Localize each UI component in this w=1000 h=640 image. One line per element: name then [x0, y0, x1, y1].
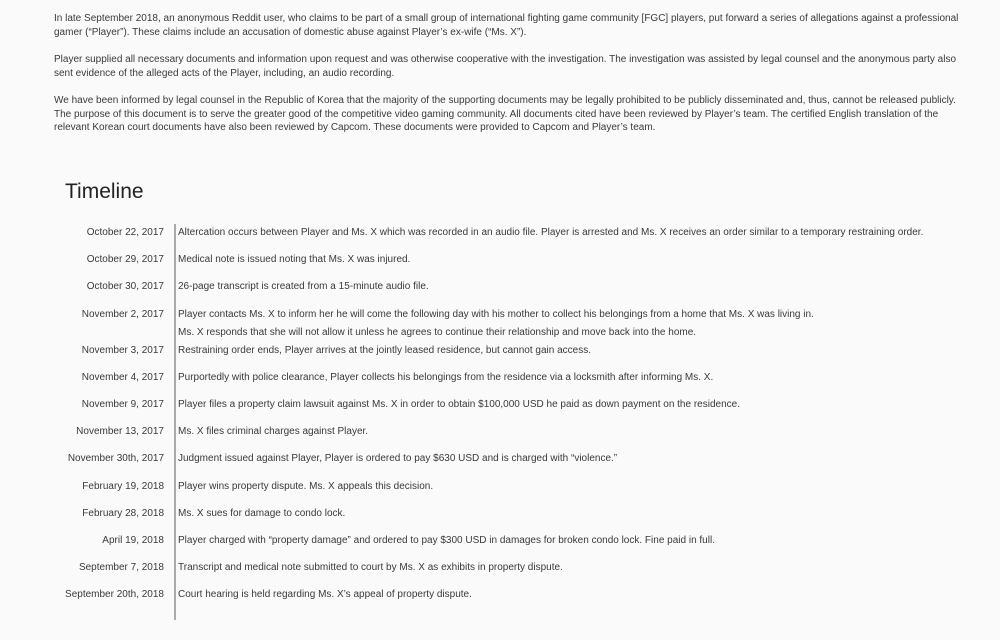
timeline-description-line: Ms. X responds that she will not allow it unless he agrees to continue their relationship and move back into the home. [178, 326, 697, 338]
timeline-row [0, 396, 1000, 423]
timeline-row [0, 450, 1000, 477]
timeline-date: November 4, 2017 [81, 371, 164, 383]
timeline-row [0, 342, 1000, 369]
timeline-date: February 19, 2018 [82, 480, 164, 492]
intro-paragraph-1: In late September 2018, an anonymous Reddit user, who claims to be part of a small group of international fighting game community [FGC] players, put forward a series of allegations against a professional gamer (“Player”). These claims include an accusation of domestic abuse against Player’s ex-wife (“Ms. X”). [54, 13, 959, 38]
timeline-description-line: Player charged with “property damage” and ordered to pay $300 USD in damages for broken condo lock. Fine paid in full. [178, 534, 715, 546]
timeline-row [0, 478, 1000, 505]
timeline-row [0, 532, 1000, 559]
timeline-row [0, 224, 1000, 251]
timeline-row [0, 559, 1000, 586]
timeline-description-line: Player contacts Ms. X to inform her he will come the following day with his mother to collect his belongings from a home that Ms. X was living in. [178, 308, 814, 320]
timeline-description-line: Purportedly with police clearance, Player collects his belongings from the residence via a locksmith after informing Ms. X. [178, 371, 714, 383]
timeline-description [172, 278, 429, 296]
timeline-description [172, 224, 923, 242]
timeline-date: October 29, 2017 [86, 254, 164, 266]
timeline-row [0, 251, 1000, 278]
intro-text [54, 12, 964, 149]
timeline-description [172, 532, 715, 550]
timeline-description [172, 306, 814, 342]
intro-paragraph-2: Player supplied all necessary documents and information upon request and was otherwise cooperative with the investigation. The investigation was assisted by legal counsel and the anonymous party also sent evidence of the alleged acts of the Player, including, an audio recording. [54, 54, 957, 79]
timeline-description-line: Altercation occurs between Player and Ms. X which was recorded in an audio file. Player is arrested and Ms. X receives an order similar to a temporary restraining order. [178, 227, 924, 238]
timeline-date: November 3, 2017 [81, 344, 164, 356]
timeline-description-line: Player files a property claim lawsuit against Ms. X in order to obtain $100,000 USD he paid as down payment on the residence. [178, 398, 740, 410]
timeline-date: October 22, 2017 [86, 227, 164, 238]
timeline-description-line: Court hearing is held regarding Ms. X’s appeal of property dispute. [178, 589, 472, 601]
timeline-row [0, 586, 1000, 613]
timeline-date: November 13, 2017 [76, 426, 164, 438]
timeline-description-line: Ms. X files criminal charges against Player. [178, 426, 369, 438]
timeline-row [0, 505, 1000, 532]
timeline-description-line: 26-page transcript is created from a 15-minute audio file. [178, 281, 429, 293]
intro-paragraph-3: We have been informed by legal counsel in the Republic of Korea that the majority of the supporting documents may be legally prohibited to be publicly disseminated and, thus, cannot be released publicly. The purpose of this document is to serve the greater good of the competitive video gaming community. All documents cited have been reviewed by Player’s team. The certified English translation of the relevant Korean court documents have also been reviewed by Capcom. These documents were provided to Capcom and Player’s team. [54, 95, 956, 133]
timeline-description [172, 342, 591, 360]
timeline-description [172, 478, 433, 496]
timeline-description [172, 396, 740, 414]
timeline-date: November 30th, 2017 [67, 453, 164, 465]
timeline-row [0, 369, 1000, 396]
timeline-date: November 2, 2017 [81, 308, 164, 320]
timeline-date: February 28, 2018 [82, 507, 164, 519]
timeline-description-line: Medical note is issued noting that Ms. X was injured. [178, 254, 411, 266]
timeline-date: November 9, 2017 [81, 398, 164, 410]
timeline-description [172, 369, 713, 387]
timeline-row [0, 306, 1000, 342]
timeline-description [172, 586, 472, 604]
timeline-description [172, 505, 345, 523]
timeline-date: October 30, 2017 [86, 281, 164, 293]
timeline-title: Timeline [65, 180, 144, 203]
timeline-description-line: Ms. X sues for damage to condo lock. [178, 507, 346, 519]
timeline-row [0, 278, 1000, 305]
timeline-description [172, 450, 617, 468]
timeline-description [172, 423, 368, 441]
timeline-row [0, 423, 1000, 450]
timeline-description-line: Transcript and medical note submitted to court by Ms. X as exhibits in property dispute. [178, 562, 563, 574]
timeline-date: September 7, 2018 [78, 562, 164, 574]
timeline-description [172, 251, 410, 269]
timeline-description-line: Restraining order ends, Player arrives at the jointly leased residence, but cannot gain access. [178, 344, 592, 356]
timeline-date: September 20th, 2018 [65, 589, 164, 601]
timeline-description-line: Judgment issued against Player, Player is ordered to pay $630 USD and is charged with “violence.” [178, 453, 618, 465]
timeline-description-line: Player wins property dispute. Ms. X appeals this decision. [178, 480, 434, 492]
timeline-date: April 19, 2018 [102, 534, 164, 546]
timeline-list [0, 224, 1000, 613]
timeline-description [172, 559, 563, 577]
